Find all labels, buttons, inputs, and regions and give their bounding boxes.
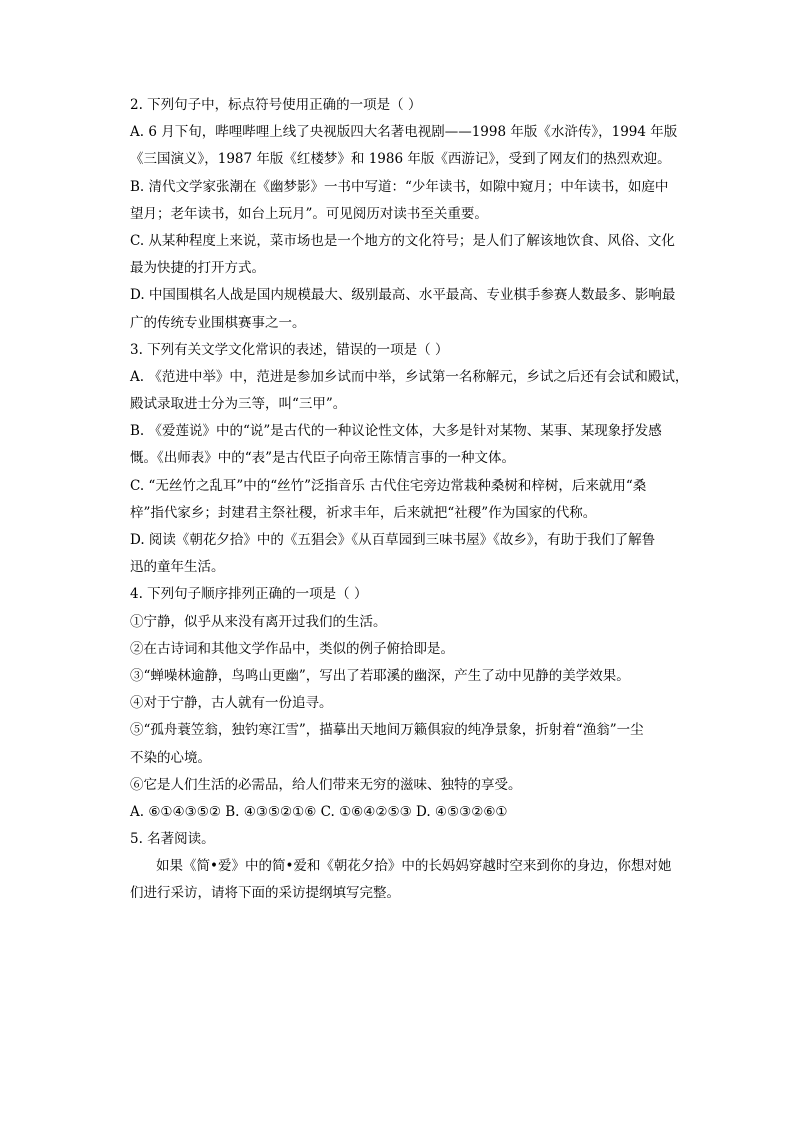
question-2-stem: 2. 下列句子中，标点符号使用正确的一项是（ ） xyxy=(130,97,422,113)
question-3-stem: 3. 下列有关文学文化常识的表述，错误的一项是（ ） xyxy=(130,341,449,358)
q2-option-a: A. 6 月下旬，哔哩哔哩上线了央视版四大名著电视剧——1998 年版《水浒传》，1994 年版 xyxy=(130,124,678,141)
question-4-stem: 4. 下列句子顺序排列正确的一项是（ ） xyxy=(130,586,368,603)
q3-option-a: A. 《范进中举》中，范进是参加乡试而中举，乡试第一名称解元，乡试之后还有会试和殿试， xyxy=(130,368,689,385)
q5-prompt: 如果《简•爱》中的简•爱和《朝花夕拾》中的长妈妈穿越时空来到你的身边，你想对她 xyxy=(156,858,672,875)
q5-prompt-cont: 们进行采访，请将下面的采访提纲填写完整。 xyxy=(130,885,400,902)
q3-option-d: D. 阅读《朝花夕拾》中的《五猖会》《从百草园到三味书屋》《故乡》，有助于我们了解鲁 xyxy=(130,532,656,548)
q2-option-b-cont: 望月；老年读书，如台上玩月”。可见阅历对读书至关重要。 xyxy=(130,205,488,222)
q2-option-a-cont: 《三国演义》，1987 年版《红楼梦》和 1986 年版《西游记》，受到了网友们的热烈欢迎。 xyxy=(130,151,671,168)
q4-sentence-5-cont: 不染的心境。 xyxy=(130,749,211,766)
q2-option-b: B. 清代文学家张潮在《幽梦影》一书中写道：“少年读书，如隙中窥月；中年读书，如庭中 xyxy=(130,178,669,195)
q3-option-d-cont: 迅的童年生活。 xyxy=(130,559,225,576)
q3-option-c-cont: 梓”指代家乡；封建君主祭社稷，祈求丰年，后来就把“社稷”作为国家的代称。 xyxy=(130,504,597,521)
q2-option-c-cont: 最为快捷的打开方式。 xyxy=(130,260,265,277)
q4-sentence-6: ⑥它是人们生活的必需品，给人们带来无穷的滋味、独特的享受。 xyxy=(130,776,522,793)
q3-option-b-cont: 慨。《出师表》中的“表”是古代臣子向帝王陈情言事的一种文体。 xyxy=(130,450,516,467)
page-content xyxy=(130,92,690,908)
q4-sentence-1: ①宁静，似乎从来没有离开过我们的生活。 xyxy=(130,613,387,630)
q4-options: A. ⑥①④③⑤② B. ④③⑤②①⑥ C. ①⑥④②⑤③ D. ④⑤③②⑥① xyxy=(130,803,508,820)
q4-sentence-4: ④对于宁静，古人就有一份追寻。 xyxy=(130,695,333,712)
q3-option-a-cont: 殿试录取进士分为三等，叫“三甲”。 xyxy=(130,396,347,413)
q4-sentence-3: ③“蝉噪林逾静，鸟鸣山更幽”，写出了若耶溪的幽深，产生了动中见静的美学效果。 xyxy=(130,667,630,684)
q4-sentence-5: ⑤“孤舟蓑笠翁，独钓寒江雪”，描摹出天地间万籁俱寂的纯净景象，折射着“渔翁”一尘 xyxy=(130,722,644,739)
q2-option-c: C. 从某种程度上来说，菜市场也是一个地方的文化符号；是人们了解该地饮食、风俗、文化 xyxy=(130,232,675,249)
q2-option-d: D. 中国围棋名人战是国内规模最大、级别最高、水平最高、专业棋手参赛人数最多、影响最 xyxy=(130,287,676,304)
q2-option-d-cont: 广的传统专业围棋赛事之一。 xyxy=(130,314,306,331)
q3-option-b: B. 《爱莲说》中的“说”是古代的一种议论性文体，大多是针对某物、某事、某现象抒发感 xyxy=(130,423,662,440)
question-5-stem: 5. 名著阅读。 xyxy=(130,831,215,848)
q4-sentence-2: ②在古诗词和其他文学作品中，类似的例子俯拾即是。 xyxy=(130,640,454,657)
q3-option-c: C. “无丝竹之乱耳”中的“丝竹”泛指音乐 古代住宅旁边常栽种桑树和梓树，后来就用“桑 xyxy=(130,477,647,494)
